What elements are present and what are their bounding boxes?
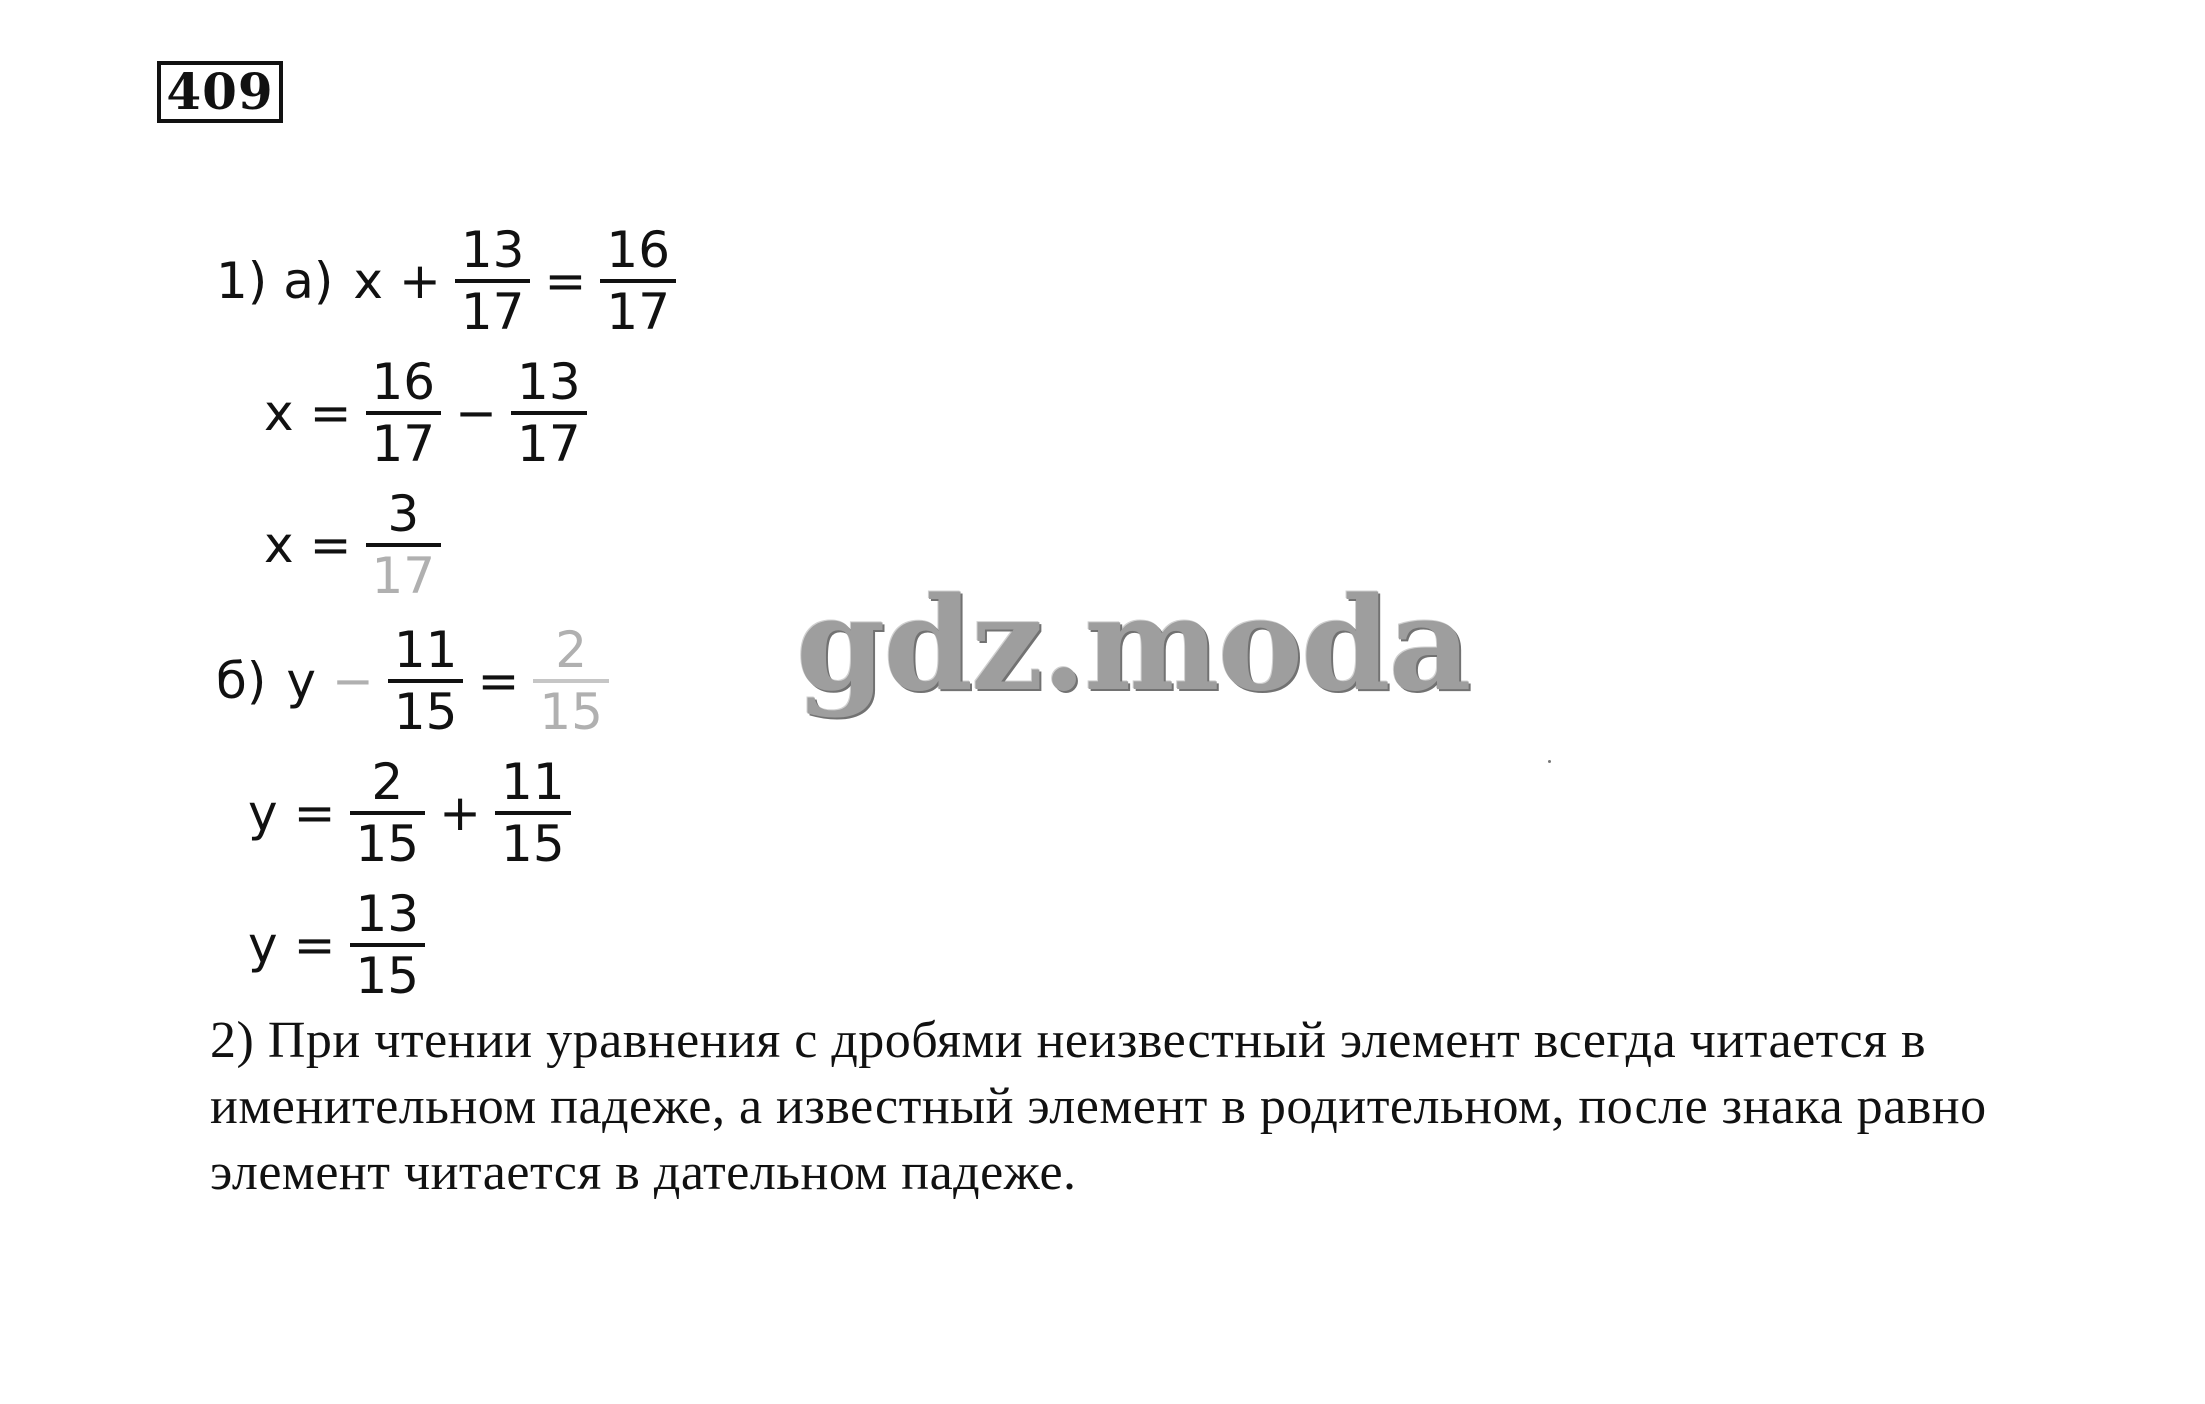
denominator: 17 xyxy=(460,283,525,341)
numerator: 11 xyxy=(501,753,565,811)
fraction xyxy=(350,885,426,1005)
variable-x: x xyxy=(264,384,294,442)
variable-y: y xyxy=(248,916,278,974)
step-1a-1 xyxy=(258,348,591,478)
part-2-text: 2) При чтении уравнения с дробями неизвестный элемент всегда читается в именительном падеже, а известный элемент в родительном, после знака равно элемент читается в дательном падеже. xyxy=(210,1012,1987,1201)
fraction xyxy=(600,221,676,341)
numerator: 16 xyxy=(371,353,436,411)
fraction xyxy=(533,621,609,741)
fraction xyxy=(388,621,464,741)
numerator: 13 xyxy=(460,221,525,279)
equals-sign: = xyxy=(293,916,336,974)
denominator: 15 xyxy=(393,683,458,741)
scan-speck xyxy=(1548,760,1551,763)
variable-y: y xyxy=(286,652,316,710)
fraction xyxy=(350,753,426,873)
equation-1b xyxy=(210,616,613,746)
denominator: 17 xyxy=(371,547,436,605)
denominator: 15 xyxy=(539,683,603,741)
numerator: 13 xyxy=(517,353,581,411)
watermark: gdz.moda xyxy=(796,570,1470,720)
variable-y: y xyxy=(248,784,278,842)
variable-x: x xyxy=(353,252,383,310)
numerator: 13 xyxy=(355,885,420,943)
equation-1a xyxy=(210,216,680,346)
fraction xyxy=(511,353,587,473)
fraction xyxy=(455,221,531,341)
step-1a-2 xyxy=(258,480,445,610)
equals-sign: = xyxy=(544,252,587,310)
equals-sign: = xyxy=(293,784,336,842)
step-1b-1 xyxy=(242,748,575,878)
numerator: 3 xyxy=(387,485,420,543)
equals-sign: = xyxy=(477,652,520,710)
denominator: 17 xyxy=(517,415,581,473)
problem-number: 409 xyxy=(157,61,283,123)
equals-sign: = xyxy=(309,516,352,574)
numerator: 16 xyxy=(606,221,671,279)
minus-sign: − xyxy=(455,384,498,442)
plus-sign: + xyxy=(439,784,482,842)
denominator: 15 xyxy=(355,947,420,1005)
denominator: 17 xyxy=(606,283,671,341)
part-label-1b: б) xyxy=(216,652,267,710)
numerator: 2 xyxy=(371,753,404,811)
fraction xyxy=(495,753,571,873)
part-label-1a: 1) а) xyxy=(216,252,334,310)
numerator: 11 xyxy=(393,621,458,679)
equals-sign: = xyxy=(309,384,352,442)
variable-x: x xyxy=(264,516,294,574)
denominator: 17 xyxy=(371,415,436,473)
fraction xyxy=(366,485,442,605)
denominator: 15 xyxy=(355,815,420,873)
denominator: 15 xyxy=(501,815,565,873)
fraction xyxy=(366,353,442,473)
minus-sign: − xyxy=(331,652,374,710)
step-1b-2 xyxy=(242,880,429,1010)
plus-sign: + xyxy=(398,252,441,310)
numerator: 2 xyxy=(555,621,588,679)
